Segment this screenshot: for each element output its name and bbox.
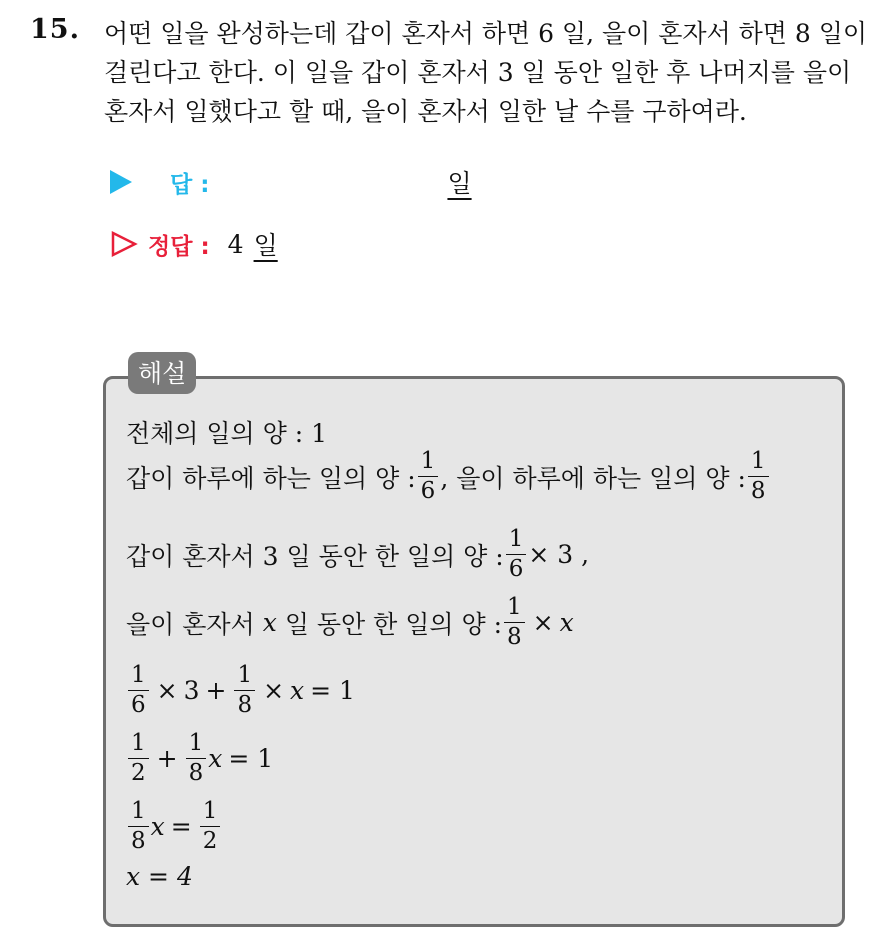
question-text <box>104 14 874 131</box>
answer-row <box>110 160 472 204</box>
solution-text: , 을이 하루에 하는 일의 양 : <box>440 463 746 493</box>
solution-line-5: $\frac{1}{6}$ × 3 + $\frac{1}{8}$ × x = 1 <box>126 664 355 717</box>
solution-text: 갑이 하루에 하는 일의 양 : <box>126 463 416 493</box>
solution-text: 전체의 일의 양 : 1 <box>126 419 328 448</box>
fraction: $\frac{1}{8}$ <box>504 596 525 649</box>
solution-line-1 <box>126 414 327 450</box>
solution-line-4: 을이 혼자서 x 일 동안 한 일의 양 : $\frac{1}{8}$ × x <box>126 594 574 650</box>
variable-x: x <box>150 812 165 841</box>
solution-line-2 <box>126 450 771 503</box>
fraction: $\frac{1}{8}$ <box>186 732 207 785</box>
variable-x: x <box>208 744 223 773</box>
answer-unit: 일 <box>447 169 472 198</box>
solution-tag: 해설 <box>128 352 196 394</box>
solution-text: 갑이 혼자서 3 일 동안 한 일의 양 : <box>126 541 504 571</box>
solution-line-7: $\frac{1}{8}$ x = $\frac{1}{2}$ <box>126 800 222 853</box>
solution-line-3 <box>126 528 589 581</box>
fraction: $\frac{1}{6}$ <box>128 664 149 717</box>
solution-text: × 3 , <box>528 540 590 569</box>
fraction: $\frac{1}{2}$ <box>200 800 221 853</box>
variable-x: x <box>262 608 277 637</box>
question-line: 걸린다고 한다. 이 일을 갑이 혼자서 3 일 동안 일한 후 나머지를 을이 <box>104 58 852 87</box>
answer-label: 답 : <box>170 171 210 198</box>
fraction: $\frac{1}{8}$ <box>234 664 255 717</box>
correct-answer-unit: 일 <box>253 231 278 260</box>
solution-text: 을이 혼자서 <box>126 609 255 639</box>
variable-x: x <box>290 676 305 705</box>
fraction: $\frac{1}{6}$ <box>506 528 527 581</box>
correct-answer-label: 정답 : <box>148 233 210 260</box>
fraction: $\frac{1}{8}$ <box>748 450 769 503</box>
correct-answer-row <box>110 222 278 266</box>
fraction: $\frac{1}{8}$ <box>128 800 149 853</box>
question-number: 15. <box>30 14 80 45</box>
question-line: 어떤 일을 완성하는데 갑이 혼자서 하면 6 일, 을이 혼자서 하면 8 일이 <box>104 19 868 48</box>
solution-line-6: $\frac{1}{2}$ + $\frac{1}{8}$ x = 1 <box>126 732 273 785</box>
variable-x: x <box>559 608 574 637</box>
fraction: $\frac{1}{6}$ <box>418 450 439 503</box>
solution-result: x = 4 <box>126 862 193 891</box>
solution-line-8 <box>126 862 193 891</box>
correct-answer-value: 4 <box>227 229 244 259</box>
outline-triangle-icon <box>110 230 138 258</box>
play-triangle-icon <box>110 170 132 194</box>
solution-text: 일 동안 한 일의 양 : <box>284 609 503 639</box>
fraction: $\frac{1}{2}$ <box>128 732 149 785</box>
question-line: 혼자서 일했다고 할 때, 을이 혼자서 일한 날 수를 구하여라. <box>104 97 747 126</box>
